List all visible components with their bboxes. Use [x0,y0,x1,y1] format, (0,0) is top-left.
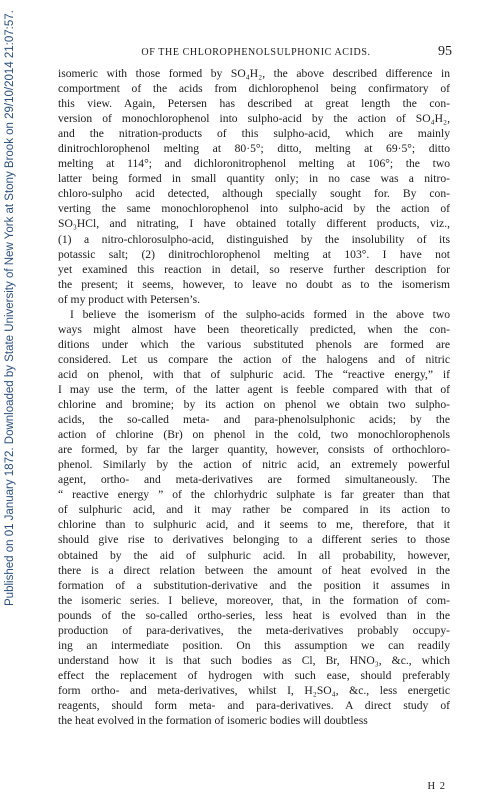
text-line: production of para-derivatives, the meta-derivatives probably occupy- [58,623,450,637]
text-line: (1) a nitro-chlorosulpho-acid, distinguished by the insolubility of its [58,232,450,246]
text-line: chlorine and bromine; by its action on phenol we obtain two sulpho- [58,398,450,412]
text-line: yet examined this reaction in detail, so reserve further description for [58,262,450,276]
body-text [58,66,450,728]
text-line: considered. Let us compare the action of the halogens and of nitric [58,352,450,366]
text-line: and the nitration-products of this sulpho-acid, which are mainly [58,127,450,141]
text-line: the present; it seems, however, to leave no doubt as to the isomerism [58,277,450,291]
page-header [60,44,452,60]
text-line: action of chlorine (Br) on phenol in the cold, two monochlorophenols [58,428,450,442]
text-line: the isomeric series. I believe, moreover, that, in the formation of com- [58,593,450,607]
text-line: the heat evolved in the formation of isomeric bodies will doubtless [58,714,368,728]
page-number: 95 [438,44,452,59]
text-line: melting at 114°; and dichloronitrophenol melting at 106°; the two [58,157,450,171]
text-line: acids, the so-called meta- and para-phenolsulphonic acids; by the [58,413,450,427]
signature-mark: H 2 [427,781,446,792]
text-line: there is a direct relation between the amount of heat evolved in the [58,563,450,577]
text-line: I believe the isomerism of the sulpho-acids formed in the above two [70,307,450,321]
text-line: chloro-sulpho acid detected, although specially sought for. By con- [58,187,450,201]
text-line: “ reactive energy ” of the chlorhydric sulphate is far greater than that [58,488,450,502]
text-line: latter being formed in small quantity only; in no case was a nitro- [58,172,450,186]
text-line: I may use the term, of the latter agent is feeble compared with that of [58,382,450,396]
text-line: agent, ortho- and meta-derivatives are formed simultaneously. The [58,473,450,487]
text-line: verting the same monochlorophenol into sulpho-acid by the action of [58,202,450,216]
text-line: SO₃HCl, and nitrating, I have obtained totally different products, viz., [58,217,450,231]
text-line: should give rise to derivatives belonging to a different series to those [58,533,450,547]
text-line: comportment of the acids from dichlorophenol being confirmatory of [58,82,450,96]
text-line: form ortho- and meta-derivatives, whilst I, H₂SO₄, &c., less energetic [58,683,450,697]
running-title: OF THE CHLOROPHENOLSULPHONIC ACIDS. [141,47,371,58]
text-line: of sulphuric acid, and it may rather be compared in its action to [58,503,450,517]
text-line: potassic salt; (2) dinitrochlorophenol melting at 103°. I have not [58,247,450,261]
text-line: are formed, by far the larger quantity, however, consists of orthochloro- [58,443,450,457]
text-line: this view. Again, Petersen has described at great length the con- [58,97,450,111]
text-line: obtained by the aid of sulphuric acid. In all probability, however, [58,548,450,562]
text-line: effect the replacement of hydrogen with such ease, should preferably [58,668,450,682]
text-line: dinitrochlorophenol melting at 80·5°; ditto, melting at 69·5°; ditto [58,142,450,156]
text-line: isomeric with those formed by SO₄H₂, the above described difference in [58,67,450,80]
text-line: ditions under which the various substituted phenols are formed are [58,337,450,351]
text-line: of my product with Petersen’s. [58,292,201,306]
text-line: phenol. Similarly by the action of nitric acid, an extremely powerful [58,458,450,472]
text-line: ing an intermediate position. On this assumption we can readily [58,638,450,652]
text-line: reagents, should form meta- and para-derivatives. A direct study of [58,698,450,712]
text-line: chlorine than to sulphuric acid, and it seems to me, therefore, that it [58,518,450,532]
text-line: formation of a substitution-derivative and the position it assumes in [58,578,450,592]
download-notice: Published on 01 January 1872. Downloaded by State University of New York at Stony Brook on 29/10/2014 21:07:57. [4,10,16,606]
text-line: acid on phenol, with that of sulphuric acid. The “reactive energy,” if [58,367,450,381]
text-line: understand how it is that such bodies as Cl, Br, HNO₃, &c., which [58,653,450,667]
text-line: version of monochlorophenol into sulpho-acid by the action of SO₄H₂, [58,112,450,126]
text-line: pounds of the so-called ortho-series, less heat is evolved than in the [58,608,450,622]
text-line: ways might almost have been theoretically predicted, when the con- [58,322,450,336]
